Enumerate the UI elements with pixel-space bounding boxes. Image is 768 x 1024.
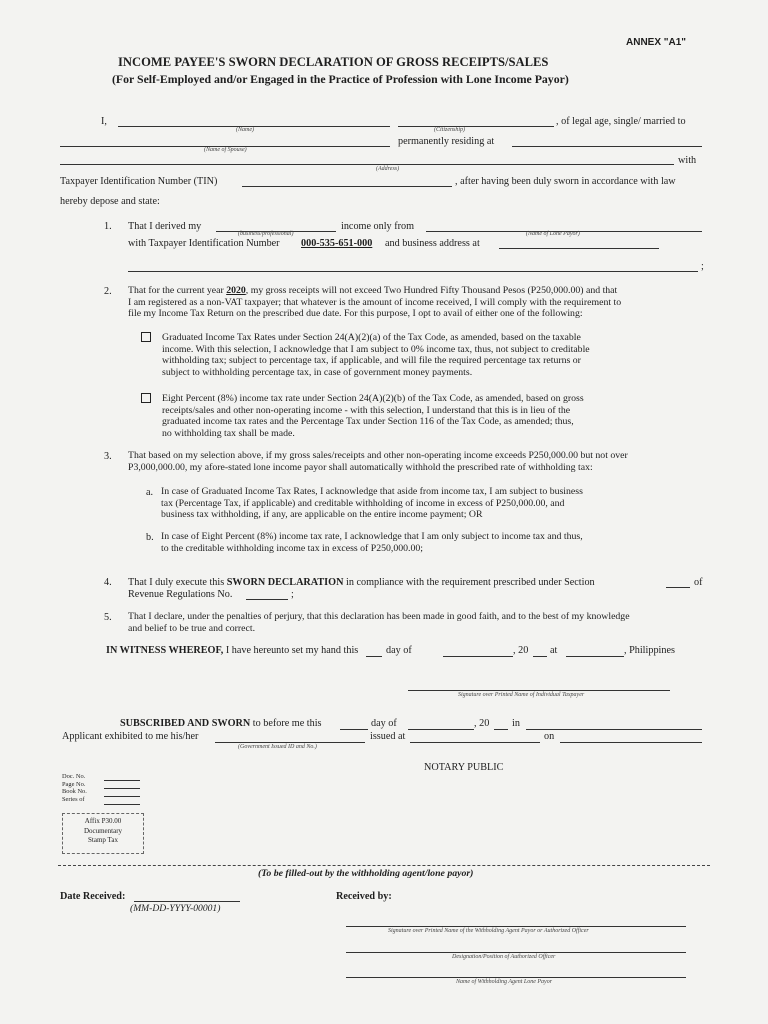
section-field[interactable] bbox=[666, 587, 690, 588]
item5-line: That I declare, under the penalties of perjury, that this declaration has been made in good faith, and to the best of my knowledge bbox=[128, 611, 630, 622]
business-caption: (business/professional) bbox=[238, 231, 294, 237]
designation-line[interactable] bbox=[346, 952, 686, 953]
witness-a: I have hereunto set my hand this bbox=[225, 645, 359, 656]
issued-at-text: issued at bbox=[370, 731, 406, 742]
designation-caption: Designation/Position of Authorized Officer bbox=[452, 954, 556, 960]
annex-label: ANNEX "A1" bbox=[626, 37, 687, 48]
subscribed-text bbox=[120, 718, 322, 729]
tin-label: Taxpayer Identification Number (TIN) bbox=[60, 176, 218, 187]
item4-b: in compliance with the requirement prescribed under Section bbox=[345, 577, 595, 588]
option-graduated bbox=[162, 332, 590, 378]
option1-line: withholding tax; subject to percentage tax, if applicable, and will file the required percentage tax returns or bbox=[162, 355, 581, 367]
item4-of: of bbox=[694, 577, 703, 588]
item3-line: That based on my selection above, if my gross sales/receipts and other non-operating income exceeds P250,000.00 but not over bbox=[128, 450, 628, 461]
date-format: (MM-DD-YYYY-00001) bbox=[130, 903, 221, 914]
subscribed-bold: SUBSCRIBED AND SWORN bbox=[120, 718, 251, 729]
option1-line: Graduated Income Tax Rates under Section 24(A)(2)(a) of the Tax Code, as amended, based on the taxable bbox=[162, 332, 581, 343]
item3a-line: tax (Percentage Tax, if applicable) and creditable withholding of income in excess of P250,000.00, and bbox=[161, 497, 565, 509]
witness-philippines: , Philippines bbox=[624, 645, 675, 656]
item3a-label: a. bbox=[146, 487, 154, 498]
item2-p3: file my Income Tax Return on the prescribed due date. For this purpose, I opt to avail of either one of the following: bbox=[128, 308, 583, 320]
issued-on-field[interactable] bbox=[560, 742, 702, 743]
citizenship-caption: (Citizenship) bbox=[434, 127, 465, 133]
section-divider bbox=[58, 865, 710, 866]
address-caption: (Address) bbox=[376, 166, 400, 172]
received-by-label: Received by: bbox=[336, 891, 392, 902]
stamp-line: Affix P30.00 bbox=[84, 817, 122, 825]
option1-line: subject to withholding percentage tax, in case of government money payments. bbox=[162, 366, 473, 378]
subscribed-year-prefix: , 20 bbox=[474, 718, 490, 729]
item3b-label: b. bbox=[146, 532, 154, 543]
series-label: Series of bbox=[62, 795, 85, 803]
item1-semicolon: ; bbox=[701, 261, 704, 272]
book-no-label: Book No. bbox=[62, 788, 87, 796]
item4-a: That I duly execute this bbox=[128, 577, 225, 588]
date-received-field[interactable] bbox=[134, 901, 240, 902]
item3-number: 3. bbox=[104, 451, 112, 462]
graduated-rates-checkbox[interactable] bbox=[141, 332, 151, 342]
documentary-stamp-box bbox=[62, 813, 144, 854]
option1-line: income. With this selection, I acknowledge that I am subject to 0% income tax, thus, not subject to creditable bbox=[162, 343, 590, 355]
notary-public: NOTARY PUBLIC bbox=[424, 762, 504, 773]
item1-derived: That I derived my bbox=[128, 221, 202, 232]
year-value: 2020 bbox=[226, 285, 246, 296]
subscribed-in: in bbox=[512, 718, 520, 729]
payor-name-caption: Name of Withholding Agent Lone Payor bbox=[456, 979, 553, 985]
residence-field[interactable] bbox=[512, 146, 702, 147]
form-subtitle: (For Self-Employed and/or Engaged in the Practice of Profession with Lone Income Payor) bbox=[112, 72, 569, 86]
series-field[interactable] bbox=[104, 804, 140, 805]
officer-signature-caption: Signature over Printed Name of the Withholding Agent Payor or Authorized Officer bbox=[388, 928, 589, 934]
regulation-no-field[interactable] bbox=[246, 599, 288, 600]
item2-p1a: That for the current year bbox=[128, 285, 224, 296]
on-text: on bbox=[544, 731, 555, 742]
item3b-line: to the creditable withholding income tax in excess of P250,000.00; bbox=[161, 542, 424, 554]
item3-paragraph bbox=[128, 450, 628, 473]
sworn-declaration-bold: SWORN DECLARATION bbox=[226, 577, 344, 588]
option2-line: graduated income tax rates and the Percentage Tax under Section 116 of the Tax Code, as amended; thus, bbox=[162, 416, 574, 428]
item5-line: and belief to be true and correct. bbox=[128, 622, 256, 634]
name-field[interactable] bbox=[118, 126, 390, 127]
witness-month-field[interactable] bbox=[443, 656, 513, 657]
subscribed-place-field[interactable] bbox=[526, 729, 702, 730]
intro-i: I, bbox=[101, 116, 107, 127]
residing-text: permanently residing at bbox=[398, 136, 495, 147]
item5-paragraph bbox=[128, 611, 630, 634]
subscribed-a: to before me this bbox=[252, 718, 322, 729]
payor-tin-value: 000-535-651-000 bbox=[301, 238, 373, 249]
item3a-line: business tax withholding, if any, are applicable on the entire income payment; OR bbox=[161, 509, 483, 521]
doc-no-label: Doc. No. bbox=[62, 773, 86, 780]
issued-at-field[interactable] bbox=[410, 742, 540, 743]
gov-id-caption: (Government Issued ID and No.) bbox=[238, 744, 317, 750]
item1-number: 1. bbox=[104, 221, 112, 232]
subscribed-day-of: day of bbox=[371, 718, 397, 729]
taxpayer-signature-line[interactable] bbox=[408, 690, 670, 691]
item3a-paragraph bbox=[161, 486, 583, 521]
applicant-text: Applicant exhibited to me his/her bbox=[62, 731, 199, 742]
item2-paragraph bbox=[128, 285, 621, 320]
item2-p1b: , my gross receipts will not exceed Two Hundred Fifty Thousand Pesos (P250,000.00) and that bbox=[245, 285, 618, 296]
withholding-note: (To be filled-out by the withholding agent/lone payor) bbox=[258, 868, 474, 879]
item1-tin-text: with Taxpayer Identification Number bbox=[128, 238, 280, 249]
item1-address-text: and business address at bbox=[385, 238, 480, 249]
item4-semicolon: ; bbox=[291, 589, 294, 600]
payor-name-line[interactable] bbox=[346, 977, 686, 978]
with-text: with bbox=[678, 155, 697, 166]
item4-c: Revenue Regulations No. bbox=[128, 589, 233, 600]
sworn-text: , after having been duly sworn in accordance with law bbox=[455, 176, 676, 187]
date-received-label: Date Received: bbox=[60, 891, 126, 902]
item5-number: 5. bbox=[104, 612, 112, 623]
doc-no-field[interactable] bbox=[104, 780, 140, 781]
item3a-line: In case of Graduated Income Tax Rates, I acknowledge that aside from income tax, I am subject to business bbox=[161, 486, 583, 497]
option-eight-percent bbox=[162, 393, 584, 439]
item3b-line: In case of Eight Percent (8%) income tax rate, I acknowledge that I am only subject to income tax and thus, bbox=[161, 531, 583, 542]
witness-place-field[interactable] bbox=[566, 656, 624, 657]
depose-text: hereby depose and state: bbox=[60, 196, 160, 207]
option2-line: no withholding tax shall be made. bbox=[162, 427, 295, 439]
witness-year-prefix: , 20 bbox=[513, 645, 529, 656]
item2-number: 2. bbox=[104, 286, 112, 297]
item2-p2: I am registered as a non-VAT taxpayer; that whatever is the amount of income received, I will comply with the requirement to bbox=[128, 296, 622, 308]
page-no-label: Page No. bbox=[62, 780, 86, 788]
book-no-field[interactable] bbox=[104, 796, 140, 797]
subscribed-day-field[interactable] bbox=[340, 729, 368, 730]
witness-day-field[interactable] bbox=[366, 656, 382, 657]
page-no-field[interactable] bbox=[104, 788, 140, 789]
stamp-line: Documentary bbox=[83, 826, 123, 835]
item1-income-only: income only from bbox=[341, 221, 414, 232]
witness-bold: IN WITNESS WHEREOF, bbox=[106, 645, 224, 656]
address-field[interactable] bbox=[60, 164, 674, 165]
authorized-officer-signature-line[interactable] bbox=[346, 926, 686, 927]
doc-fields bbox=[62, 773, 87, 803]
subscribed-month-field[interactable] bbox=[408, 729, 474, 730]
name-caption: (Name) bbox=[236, 127, 254, 133]
option2-line: Eight Percent (8%) income tax rate under Section 24(A)(2)(b) of the Tax Code, as amended, based on gross bbox=[162, 393, 584, 404]
gov-id-field[interactable] bbox=[215, 742, 365, 743]
stamp-line: Stamp Tax bbox=[88, 836, 118, 844]
form-title: INCOME PAYEE'S SWORN DECLARATION OF GROSS RECEIPTS/SALES bbox=[118, 55, 549, 69]
witness-day-of: day of bbox=[386, 645, 412, 656]
subscribed-year-field[interactable] bbox=[494, 729, 508, 730]
witness-at: at bbox=[550, 645, 558, 656]
witness-year-field[interactable] bbox=[533, 656, 547, 657]
business-address-field[interactable] bbox=[499, 248, 659, 249]
item4-text bbox=[128, 577, 595, 588]
citizenship-field[interactable] bbox=[398, 126, 554, 127]
item4-number: 4. bbox=[104, 577, 112, 588]
legal-age-text: , of legal age, single/ married to bbox=[556, 116, 686, 127]
business-address-field-2[interactable] bbox=[128, 271, 698, 272]
taxpayer-signature-caption: Signature over Printed Name of Individual Taxpayer bbox=[458, 692, 585, 698]
item3b-paragraph bbox=[161, 531, 583, 554]
lone-payor-caption: (Name of Lone Payor) bbox=[526, 231, 580, 237]
option2-line: receipts/sales and other non-operating income - with this selection, I understand that this is in lieu of the bbox=[162, 404, 571, 416]
eight-percent-checkbox[interactable] bbox=[141, 393, 151, 403]
spouse-caption: (Name of Spouse) bbox=[204, 147, 247, 153]
tin-field[interactable] bbox=[242, 186, 452, 187]
witness-text bbox=[106, 645, 358, 656]
item3-line: P3,000,000.00, my afore-stated lone income payor shall automatically withhold the prescribed rate of withholding tax: bbox=[128, 461, 593, 473]
